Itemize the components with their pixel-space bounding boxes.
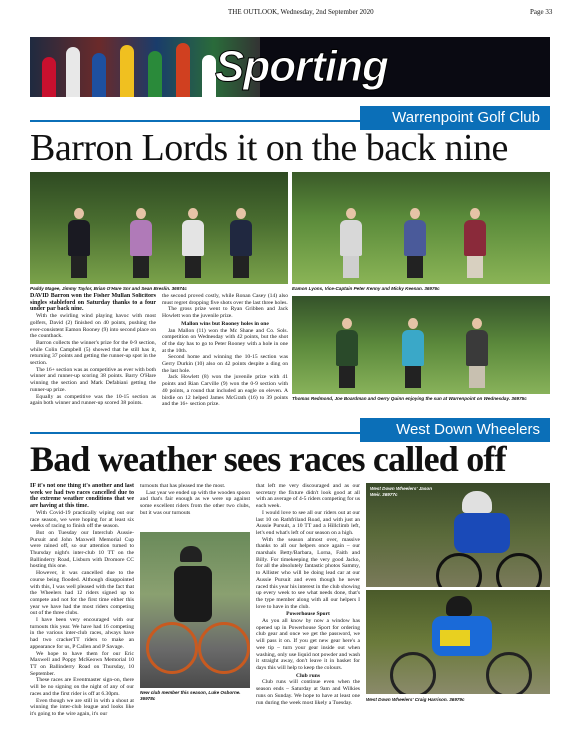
golf-article-column-1: DAVID Barron won the Fisher Mullan Solicitors singles stableford on Saturday thanks to a four under par back nine. With the swirling wind playing havoc with most golfers, David (2) finished on 40 points, pushing the ever-consistent Eamon Rooney (9) into second place on the countback. Barron collects the winner's prize for the 0-9 section, while Colin Campbell (5) showed that he still has it, returning 37 points and getting the runner-up spot in the section. The 16+ section was as competitive as ever with both winner and runner-up scoring 38 points. Barry O'Hare winning the section and Mark Defabiani getting the runner-up prize. Equally as competitive was the 10-15 section as again both winner and runner-up scored 38 points. — [30, 293, 156, 407]
cycling-article-column-1: IF it's not one thing it's another and last week we had two races cancelled due to the extreme weather conditions that we are having at this time. With Covid-19 practically wiping out our race season, we were hoping for at least six weeks of racing to finish off the season. But on Tuesday our Interclub Aussie-Pursuit and John Maxwell Memorial Cup were rained off, so our attention turned to Thursday night's inter-club 10 TT on the Ballinderry Road, Lisburn with Dromore CC hosting this one. However, it was cancelled due to the course being flooded. Although disappointed with this, I was well pleased with the fact that the Wheelers had 12 riders signed up to compete and not for the first time either this year we have had the most riders competing out of the three clubs. I have been very encouraged with our turnouts this year. We have had 16 competing in the various inter-club races, always have had two crackerTT riders to make an appearance for us, P Callen and P Savage. We hope to have them for our Eric Maxwell and Poppy McKeown Memorial 10 TT on Ballinderry Road on Thursday, 10 September. These races are Eventmaster sign-on, there will be no signing on the night of any of our races and the first rider is off at 6.30pm. Even though we are still in with a shout at winning the inter-club league and looks like it's going to the wire again, it's our — [30, 483, 134, 717]
caption-golf-photo-3: Thomas Redmond, Joe Boardman and Gerry Quinn enjoying the sun at Warrenpoint on Wednesday. 36975c — [292, 396, 527, 401]
cycling-photo-craig-harrison — [366, 590, 550, 694]
caption-cycling-photo-3: West Down Wheelers' Craig Harrison. 36979c — [366, 697, 465, 702]
cycling-photo-luke-osborne — [140, 532, 250, 688]
golf-photo-three-golfers — [292, 172, 550, 284]
cycling-photo-jason-weir — [366, 483, 550, 587]
golf-article-column-2: the second proved costly, while Ronan Casey (14) also must regret dropping five shots over the last three holes. The gross prize went to Ryan Gribben and Jack Howlett won the juvenile prize. Mallon wins but Rooney holes in one Jan Mallon (11) won the Mc Shane and Co. Sols. competition on Wednesday with 42 points, but the shot of the day has to go to Peter Rooney with a hole in one at the 10th. Second home and winning the 10-15 section was Gerry Durkin (10) also on 42 points despite a ding on the last hole. Jack Howlett (8) won the juvenile prize with 41 points and Rian Carville (9) won the 0-9 section with 40 points, a round that included an eagle on eleven. A birdie on 12 helped James McGrath (16) to 39 points and the 16+ section prize. — [162, 293, 288, 407]
caption-cycling-photo-1: New club member this season, Luke Osborne. 36978c — [140, 690, 241, 701]
caption-cycling-photo-2: West Down Wheelers' Jason Weir. 36977c — [370, 486, 433, 497]
page-number: Page 33 — [530, 8, 553, 16]
section-label-cycling: West Down Wheelers — [360, 418, 550, 442]
sporting-outlook-banner — [30, 37, 550, 97]
page-header-date: THE OUTLOOK, Wednesday, 2nd September 2020 — [228, 8, 374, 16]
golf-photo-four-golfers — [30, 172, 288, 284]
caption-golf-photo-2: Eamon Lyons, Vice-Captain Peter Kenny and Micky Keenan. 36976c — [292, 286, 440, 291]
banner-title: Sporting — [215, 42, 388, 91]
cycling-article-column-2: turnouts that has pleased me the most. Last year we ended up with the wooden spoon and that's fair enough as we were up against some excellent riders from the other two clubs, but it was our turnouts — [140, 483, 250, 516]
golf-photo-enjoying-sun — [292, 296, 550, 394]
headline-golf: Barron Lords it on the back nine — [30, 127, 508, 169]
caption-golf-photo-1: Paddy Magee, Jimmy Taylor, Brian O'Hare Snr and Sean Breslin. 36974c — [30, 286, 187, 291]
cycling-article-column-3: that left me very discouraged and as our secretary the fixture didn't look good at all with an average of 4-5 riders competing for us each week. I would love to see all our riders out at our last 10 on Rathfriland Road, and with just an Aussie Pursuit, a 10 TT and a Hillclimb left, let's end what's left of our season on a high. With the season almost over, massive thanks to all our helpers once again – our marshals Betty/Barbara, Lorna, Faith and Billy. For timekeeping the very good Jacko, for all the absolutely fantastic photos Sammy, to Allister who will be doing lead car at our Aussie Pursuit and even though he never raced this year his interest in the club showing up every week to see what needs done, that's the type member along with all our helpers I love to have in the club. Powerhouse Sport As you all know by now a window has opened up in Powerhouse Sport for ordering club gear and once we get the password, we will pass it on. If you get new gear here's a wee tip – turn your gear inside out when washing, only use liquid not powder and wash it straight away, don't leave it in basket for days this will help to keep the colours. Club runs Club runs will continue even when the season ends – Saturday at 9am and Wilkies runs on Sunday. We hope to have at least one run during the week most likely a Tuesday. — [256, 483, 360, 706]
headline-cycling: Bad weather sees races called off — [30, 439, 506, 479]
section-label-golf: Warrenpoint Golf Club — [360, 106, 550, 130]
